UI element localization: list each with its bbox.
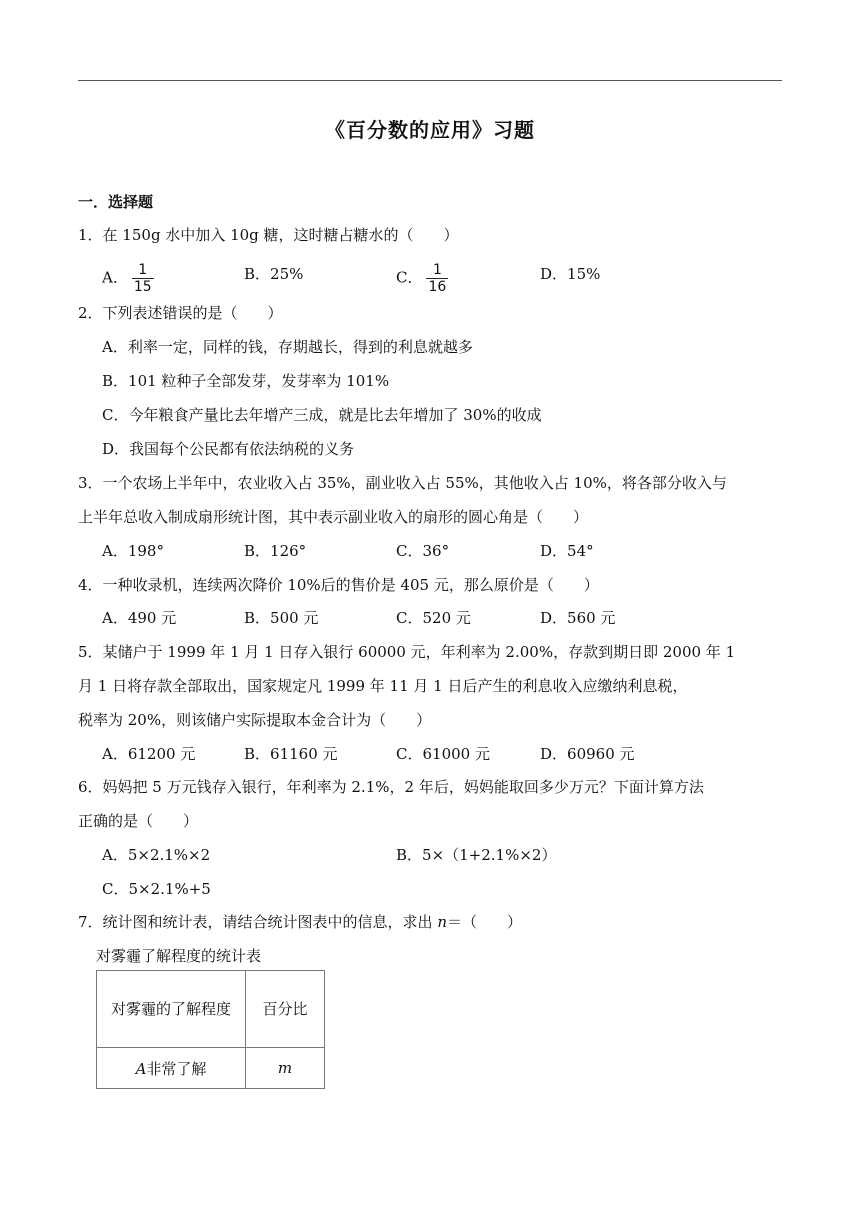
question-2-option-d: D．我国每个公民都有依法纳税的义务 [102, 440, 355, 458]
question-6-option-c: C．5×2.1%+5 [102, 880, 211, 898]
fraction-c-numerator: 1 [426, 262, 448, 279]
table-cell-level-label: 非常了解 [146, 1059, 207, 1078]
table-cell-level [97, 1048, 246, 1089]
question-5-option-c: C．61000 元 [396, 745, 490, 763]
option-a-label: A． [102, 268, 128, 287]
option-c-label: C． [396, 268, 423, 287]
question-2-stem: 2．下列表述错误的是（ ） [78, 304, 283, 322]
fraction-c-denominator: 16 [428, 279, 447, 295]
table-header-percent: 百分比 [246, 971, 325, 1048]
page-title: 《百分数的应用》习题 [325, 118, 535, 142]
question-3-option-a: A．198° [102, 542, 164, 560]
question-6-option-a: A．5×2.1%×2 [102, 846, 211, 864]
question-3-option-c: C．36° [396, 542, 450, 560]
fraction-a-numerator: 1 [132, 262, 154, 279]
question-7-stem [78, 912, 522, 932]
question-1-option-c [396, 262, 448, 295]
table-header-row [97, 971, 325, 1048]
statistics-table [96, 970, 325, 1089]
question-4-option-c: C．520 元 [396, 609, 471, 627]
fraction-a-denominator: 15 [133, 279, 152, 295]
table-cell-level-var: A [135, 1059, 147, 1078]
question-1-option-a [102, 262, 154, 295]
question-5-stem-line-1: 5．某储户于 1999 年 1 月 1 日存入银行 60000 元，年利率为 2.00%，存款到期日即 2000 年 1 [78, 643, 736, 661]
question-1-option-b: B．25% [244, 265, 304, 283]
question-5-stem-line-2: 月 1 日将存款全部取出，国家规定凡 1999 年 11 月 1 日后产生的利息收入应缴纳利息税， [78, 677, 688, 695]
question-4-stem: 4．一种收录机，连续两次降价 10%后的售价是 405 元，那么原价是（ ） [78, 576, 599, 594]
question-6-stem-line-2: 正确的是（ ） [78, 812, 199, 830]
question-4-option-b: B．500 元 [244, 609, 319, 627]
table-cell-percent-var: m [277, 1059, 293, 1077]
question-7-stem-post: ＝（ ） [447, 913, 523, 931]
question-2-option-a: A．利率一定，同样的钱，存期越长，得到的利息就越多 [102, 338, 473, 356]
question-4-option-d: D．560 元 [540, 609, 616, 627]
table-cell-percent [246, 1048, 325, 1089]
question-5-stem-line-3: 税率为 20%，则该储户实际提取本金合计为（ ） [78, 711, 432, 729]
fraction-a [132, 262, 154, 295]
question-3-option-b: B．126° [244, 542, 307, 560]
header-rule [78, 80, 782, 81]
question-5-option-b: B．61160 元 [244, 745, 338, 763]
question-1-option-d: D．15% [540, 265, 601, 283]
question-5-option-d: D．60960 元 [540, 745, 635, 763]
question-2-option-c: C．今年粮食产量比去年增产三成，就是比去年增加了 30%的收成 [102, 406, 542, 424]
table-header-level: 对雾霾的了解程度 [97, 971, 246, 1048]
question-3-stem-line-1: 3．一个农场上半年中，农业收入占 35%，副业收入占 55%，其他收入占 10%，将各部分收入与 [78, 474, 727, 492]
table-caption: 对雾霾了解程度的统计表 [96, 947, 262, 965]
section-heading: 一．选择题 [78, 193, 154, 211]
question-5-option-a: A．61200 元 [102, 745, 196, 763]
table-row [97, 1048, 325, 1089]
question-7-stem-pre: 7．统计图和统计表，请结合统计图表中的信息，求出 [78, 913, 438, 931]
question-1-stem: 1．在 150g 水中加入 10g 糖，这时糖占糖水的（ ） [78, 226, 459, 244]
question-3-stem-line-2: 上半年总收入制成扇形统计图，其中表示副业收入的扇形的圆心角是（ ） [78, 508, 589, 526]
question-4-option-a: A．490 元 [102, 609, 177, 627]
question-6-stem-line-1: 6．妈妈把 5 万元钱存入银行，年利率为 2.1%，2 年后，妈妈能取回多少万元？下面计算方法 [78, 778, 704, 796]
question-3-option-d: D．54° [540, 542, 594, 560]
question-2-option-b: B．101 粒种子全部发芽，发芽率为 101% [102, 372, 390, 390]
fraction-c [426, 262, 448, 295]
question-6-option-b: B．5×（1+2.1%×2） [396, 846, 557, 864]
question-7-variable: n [437, 913, 447, 931]
